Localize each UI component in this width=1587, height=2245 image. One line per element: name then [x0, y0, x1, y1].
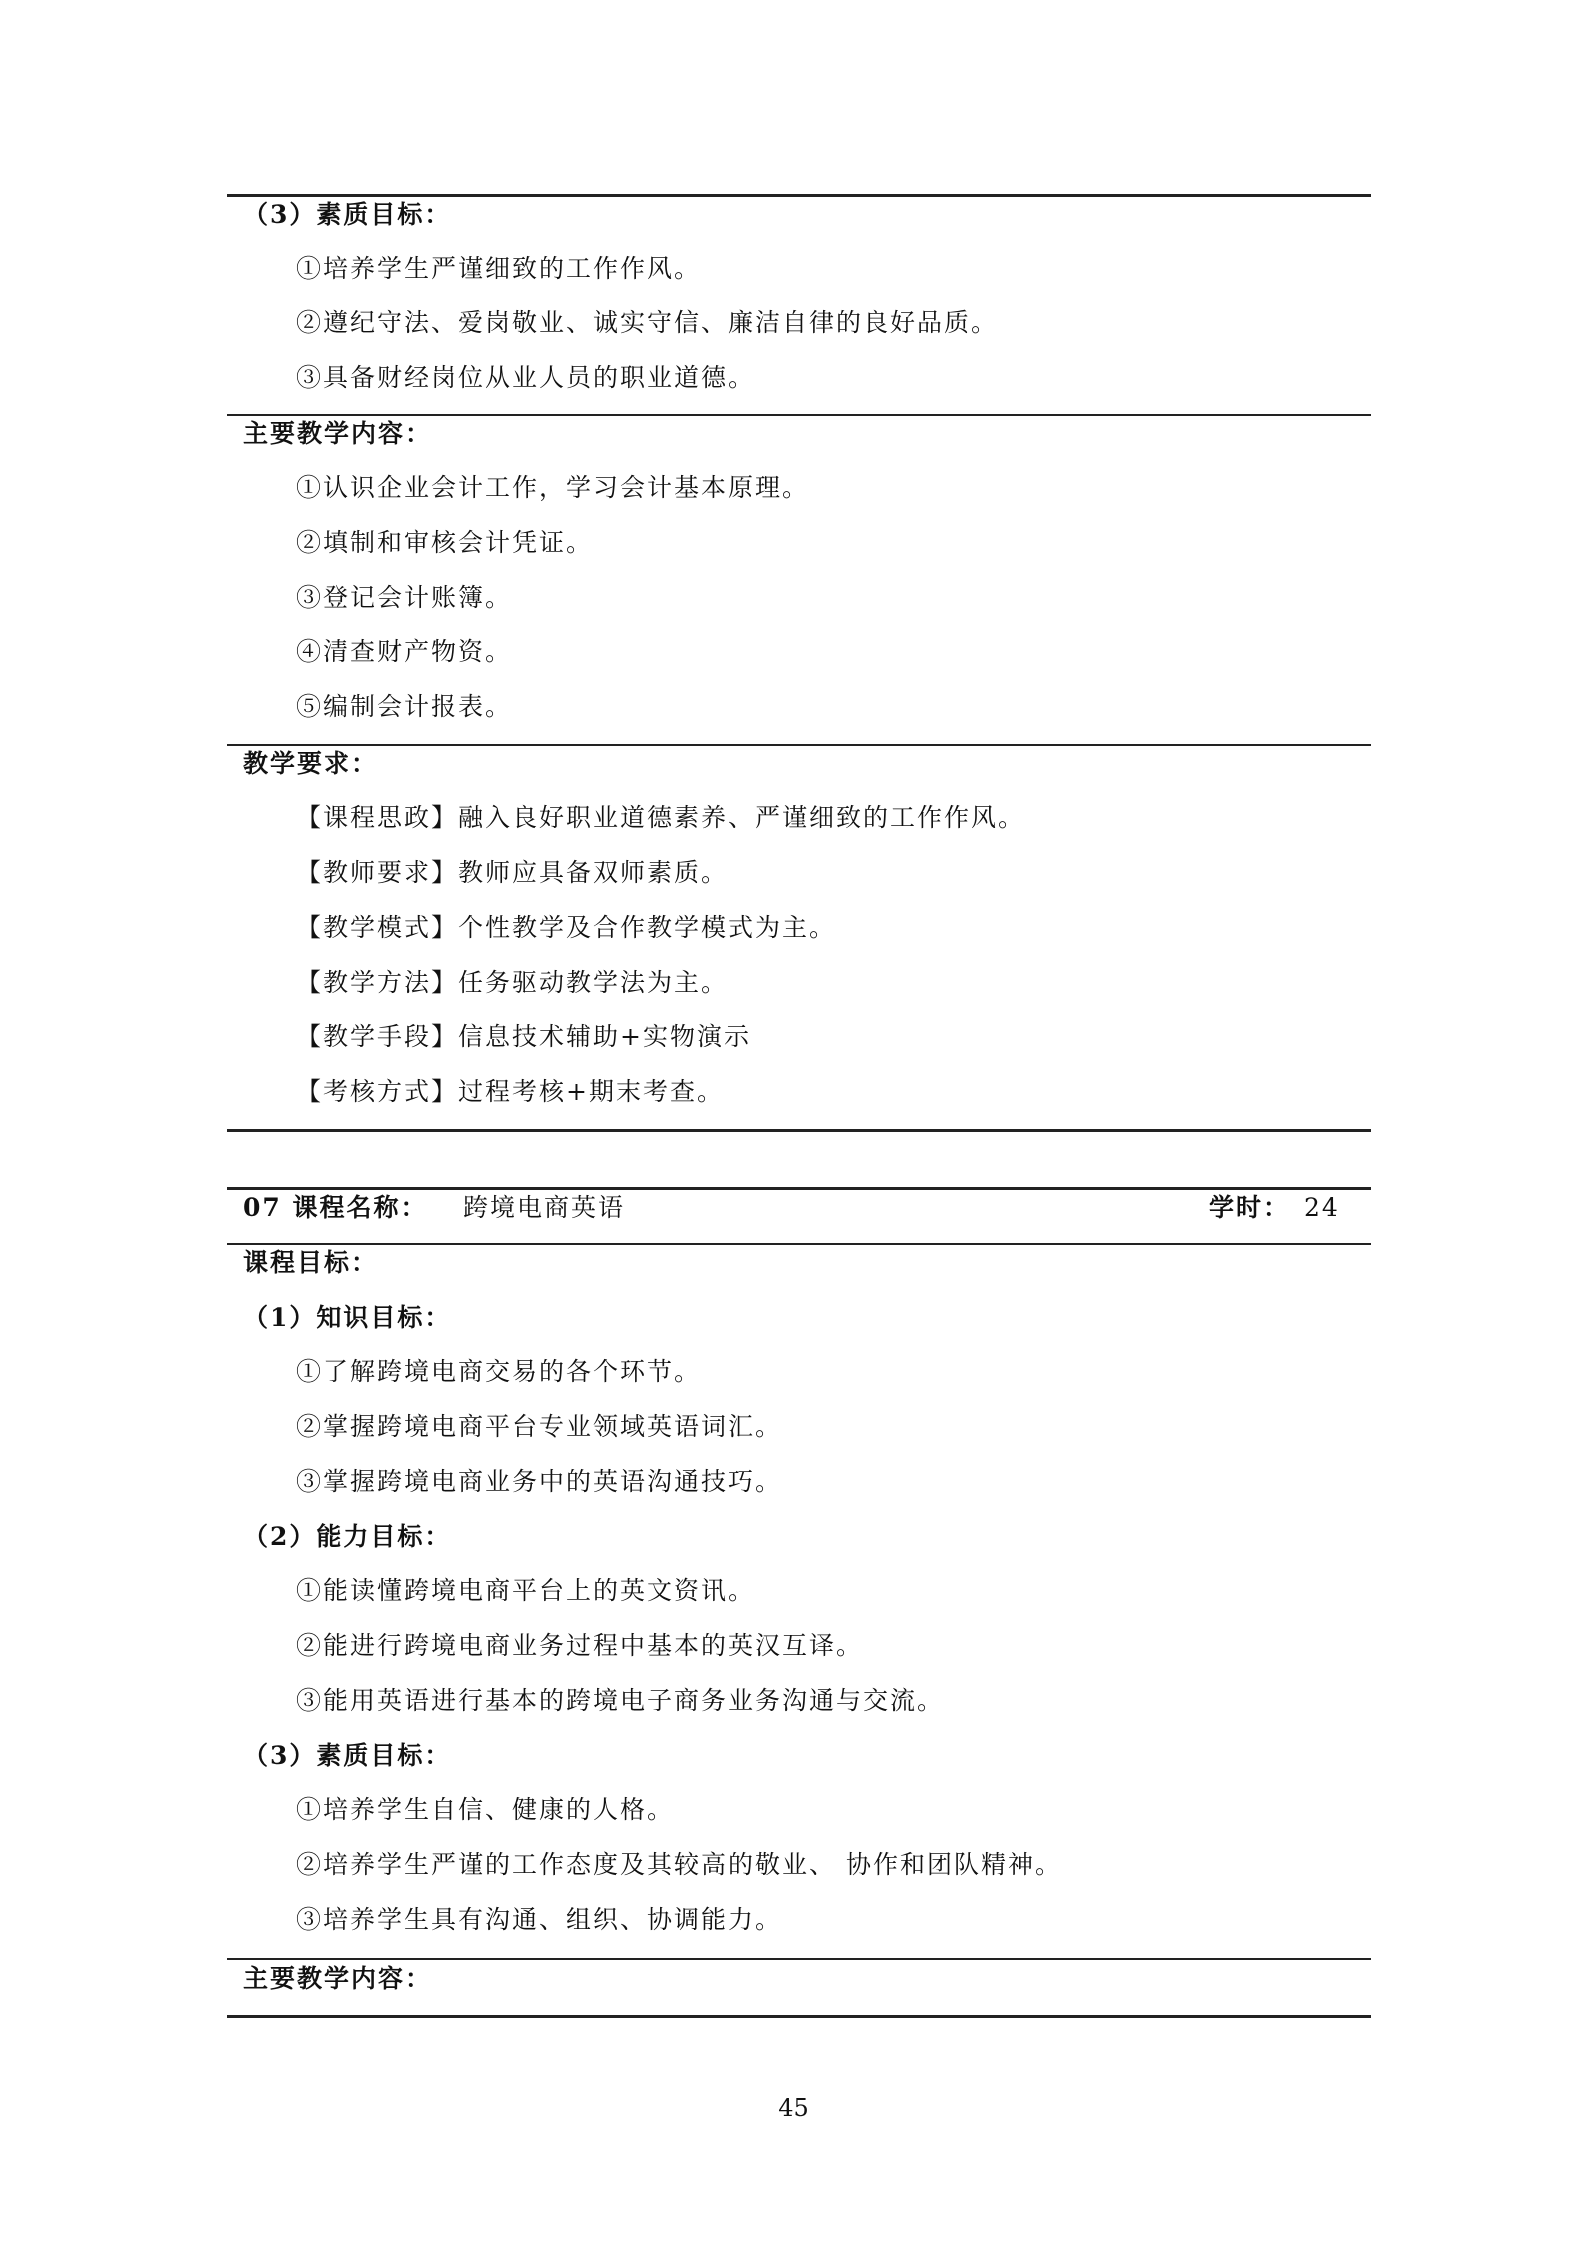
list-item: ①培养学生自信、健康的人格。 [296, 1795, 675, 1824]
requirements-heading: 教学要求： [243, 749, 379, 778]
list-item: ①能读懂跨境电商平台上的英文资讯。 [296, 1576, 756, 1605]
table-rule-top [227, 1187, 1371, 1190]
list-item: ③掌握跨境电商业务中的英语沟通技巧。 [296, 1467, 783, 1496]
table-rule-bottom [227, 1129, 1371, 1132]
hours-label: 学时： [1209, 1193, 1291, 1222]
list-item: 【教学方法】任务驱动教学法为主。 [296, 968, 729, 997]
list-item: ①培养学生严谨细致的工作作风。 [296, 254, 702, 283]
list-item: ⑤编制会计报表。 [296, 692, 513, 721]
list-item: ④清查财产物资。 [296, 637, 513, 666]
list-item: 【教学模式】个性教学及合作教学模式为主。 [296, 913, 837, 942]
course-label: 07 课程名称： [243, 1193, 428, 1222]
list-item: ③能用英语进行基本的跨境电子商务业务沟通与交流。 [296, 1686, 945, 1715]
list-item: ②掌握跨境电商平台专业领域英语词汇。 [296, 1412, 783, 1441]
list-item: ①了解跨境电商交易的各个环节。 [296, 1357, 702, 1386]
quality-heading: （3）素质目标： [243, 1741, 452, 1770]
course-name: 跨境电商英语 [463, 1193, 626, 1222]
list-item: ②遵纪守法、爱岗敬业、诚实守信、廉洁自律的良好品质。 [296, 308, 999, 337]
table-rule [227, 744, 1371, 746]
list-item: 【考核方式】过程考核+期末考查。 [296, 1077, 724, 1106]
list-item: ③培养学生具有沟通、组织、协调能力。 [296, 1905, 783, 1934]
list-item: ②填制和审核会计凭证。 [296, 528, 594, 557]
list-item: ②能进行跨境电商业务过程中基本的英汉互译。 [296, 1631, 864, 1660]
list-item: 【课程思政】融入良好职业道德素养、严谨细致的工作作风。 [296, 803, 1026, 832]
hours-value: 24 [1304, 1193, 1340, 1222]
table-rule [227, 1243, 1371, 1245]
list-item: 【教师要求】教师应具备双师素质。 [296, 858, 729, 887]
content-heading: 主要教学内容： [243, 419, 433, 448]
list-item: ①认识企业会计工作，学习会计基本原理。 [296, 473, 810, 502]
table-rule [227, 414, 1371, 416]
list-item: ③具备财经岗位从业人员的职业道德。 [296, 363, 756, 392]
table-rule-bottom [227, 2015, 1371, 2018]
page-number: 45 [778, 2094, 809, 2122]
list-item: ③登记会计账簿。 [296, 583, 513, 612]
list-item: ②培养学生严谨的工作态度及其较高的敬业、 协作和团队精神。 [296, 1850, 1062, 1879]
knowledge-heading: （1）知识目标： [243, 1303, 452, 1332]
list-item: 【教学手段】信息技术辅助+实物演示 [296, 1022, 751, 1051]
table-rule-top [227, 194, 1371, 197]
quality-goal-heading: （3）素质目标： [243, 200, 452, 229]
content-heading: 主要教学内容： [243, 1964, 433, 1993]
goals-heading: 课程目标： [243, 1248, 379, 1277]
ability-heading: （2）能力目标： [243, 1522, 452, 1551]
table-rule [227, 1958, 1371, 1960]
